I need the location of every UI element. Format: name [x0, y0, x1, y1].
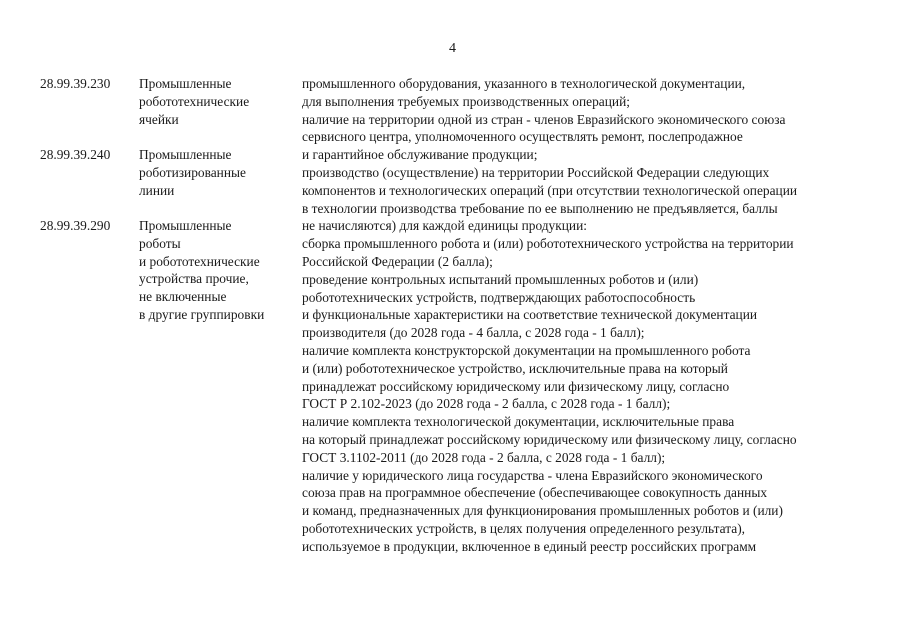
requirement-line: используемое в продукции, включенное в единый реестр российских программ: [302, 538, 757, 554]
requirement-line: промышленного оборудования, указанного в технологической документации,: [302, 76, 746, 91]
product-name-line: ячейки: [139, 111, 179, 127]
requirement-line: ГОСТ Р 2.102-2023 (до 2028 года - 2 балла, с 2028 года - 1 балл);: [302, 396, 671, 412]
product-code: 28.99.39.240: [40, 147, 111, 162]
requirement-line: робототехнических устройств, в целях получения определенного результата),: [302, 520, 746, 536]
page-number: 4: [449, 41, 456, 56]
product-name-line: робототехнические: [139, 93, 250, 109]
requirement-line: не начисляются) для каждой единицы продукции:: [302, 218, 587, 234]
product-name-line: не включенные: [139, 289, 227, 305]
product-name-line: и робототехнические: [139, 253, 260, 269]
requirement-line: Российской Федерации (2 балла);: [302, 253, 493, 269]
requirements-column: [302, 75, 902, 556]
requirement-line: наличие комплекта конструкторской документации на промышленного робота: [302, 342, 751, 358]
requirement-line: принадлежат российскому юридическому или физическому лицу, согласно: [302, 378, 730, 394]
product-name-line: в другие группировки: [139, 306, 265, 322]
product-name: [139, 75, 249, 128]
requirement-line: в технологии производства требование по ее выполнению не предъявляется, баллы: [302, 200, 778, 216]
product-name-line: Промышленные: [139, 147, 232, 162]
product-name-line: роботизированные: [139, 164, 246, 180]
product-name: [139, 146, 246, 199]
requirement-line: сервисного центра, уполномоченного осуществлять ремонт, послепродажное: [302, 129, 743, 145]
requirement-line: ГОСТ 3.1102-2011 (до 2028 года - 2 балла, с 2028 года - 1 балл);: [302, 449, 666, 465]
requirement-line: производителя (до 2028 года - 4 балла, с 2028 года - 1 балл);: [302, 325, 645, 341]
product-name: [139, 217, 264, 324]
requirement-line: наличие у юридического лица государства - члена Евразийского экономического: [302, 467, 763, 483]
product-code: 28.99.39.290: [40, 218, 111, 233]
requirement-line: сборка промышленного робота и (или) робототехнического устройства на территории: [302, 236, 794, 252]
product-name-line: устройства прочие,: [139, 271, 249, 287]
product-code: 28.99.39.230: [40, 76, 111, 91]
requirement-line: наличие комплекта технологической документации, исключительные права: [302, 414, 735, 430]
requirement-line: для выполнения требуемых производственных операций;: [302, 93, 630, 109]
requirements-text: [302, 75, 902, 556]
requirement-line: робототехнических устройств, подтверждающих работоспособность: [302, 289, 696, 305]
requirement-line: проведение контрольных испытаний промышленных роботов и (или): [302, 271, 699, 287]
product-name-line: роботы: [139, 235, 181, 251]
product-name-line: Промышленные: [139, 218, 232, 233]
product-name-line: линии: [139, 182, 175, 198]
requirement-line: и (или) робототехническое устройство, исключительные права на который: [302, 360, 728, 376]
requirement-line: производство (осуществление) на территории Российской Федерации следующих: [302, 164, 770, 180]
requirement-line: наличие на территории одной из стран - членов Евразийского экономического союза: [302, 111, 786, 127]
requirement-line: и гарантийное обслуживание продукции;: [302, 147, 538, 163]
requirement-line: союза прав на программное обеспечение (обеспечивающее совокупность данных: [302, 485, 768, 501]
product-name-line: Промышленные: [139, 76, 232, 91]
requirement-line: на который принадлежат российскому юридическому или физическому лицу, согласно: [302, 431, 797, 447]
requirement-line: компонентов и технологических операций (при отсутствии технологической операции: [302, 182, 798, 198]
requirement-line: и команд, предназначенных для функционирования промышленных роботов и (или): [302, 503, 783, 519]
requirement-line: и функциональные характеристики на соответствие технической документации: [302, 307, 758, 323]
